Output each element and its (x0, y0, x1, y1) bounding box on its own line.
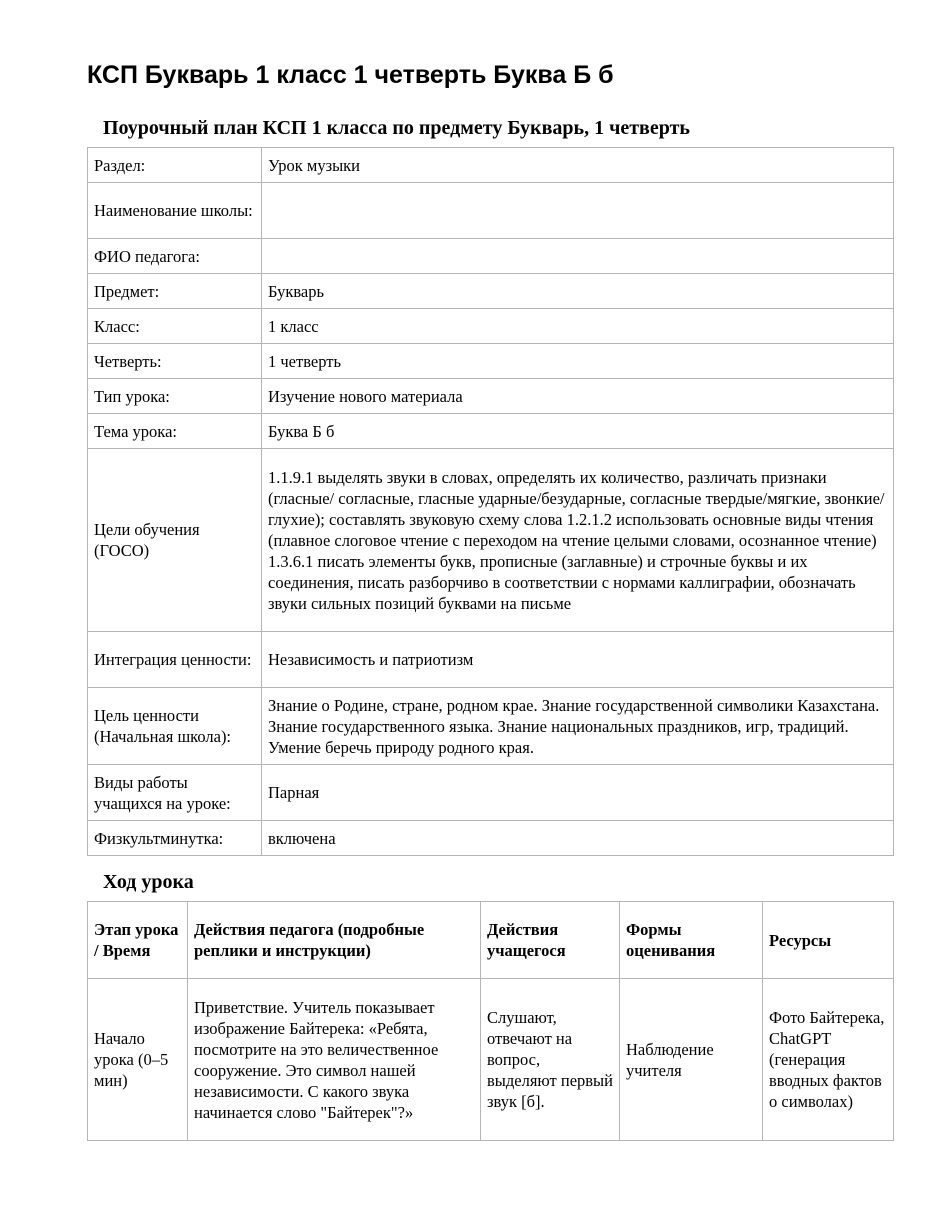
row-label: Класс: (88, 309, 262, 344)
document-title: КСП Букварь 1 класс 1 четверть Буква Б б (87, 61, 614, 89)
row-label: Цель ценности (Начальная школа): (88, 688, 262, 765)
table-row (88, 309, 894, 344)
row-label: Раздел: (88, 148, 262, 183)
row-value: Букварь (262, 274, 894, 309)
table-row (88, 449, 894, 632)
row-value: 1.1.9.1 выделять звуки в словах, определять их количество, различать признаки (гласные/ согласные, гласные ударные/безударные, согласные твердые/мягкие, звонкие/глухие); составлять звуковую схему слова 1.2.1.2 использовать основные виды чтения (плавное слоговое чтение с переходом на чтение целыми словами, осознанное чтение) 1.3.6.1 писать элементы букв, прописные (заглавные) и строчные буквы и их соединения, писать разборчиво в соответствии с нормами каллиграфии, обозначать звуки сильных позиций буквами на письме (262, 449, 894, 632)
column-header-teacher-actions: Действия педагога (подробные реплики и инструкции) (188, 902, 481, 979)
cell-assessment: Наблюдение учителя (620, 979, 763, 1141)
row-label: Четверть: (88, 344, 262, 379)
table-row (88, 239, 894, 274)
lesson-info-table (87, 147, 894, 856)
row-label: Физкультминутка: (88, 821, 262, 856)
table-header-row (88, 902, 894, 979)
row-value: Изучение нового материала (262, 379, 894, 414)
plan-heading: Поурочный план КСП 1 класса по предмету Букварь, 1 четверть (103, 117, 690, 139)
row-value: Знание о Родине, стране, родном крае. Знание государственной символики Казахстана. Знание государственного языка. Знание национальных праздников, игр, традиций. Умение беречь природу родного края. (262, 688, 894, 765)
column-header-resources: Ресурсы (763, 902, 894, 979)
row-label: Наименование школы: (88, 183, 262, 239)
row-value: 1 четверть (262, 344, 894, 379)
course-heading: Ход урока (103, 871, 194, 893)
column-header-student-actions: Действия учащегося (481, 902, 620, 979)
table-row (88, 183, 894, 239)
row-label: Тип урока: (88, 379, 262, 414)
row-label: Цели обучения (ГОСО) (88, 449, 262, 632)
row-value (262, 239, 894, 274)
table-row (88, 632, 894, 688)
table-row (88, 821, 894, 856)
cell-resources: Фото Байтерека, ChatGPT (генерация вводных фактов о символах) (763, 979, 894, 1141)
table-row (88, 148, 894, 183)
cell-student-actions: Слушают, отвечают на вопрос, выделяют первый звук [б]. (481, 979, 620, 1141)
lesson-course-table (87, 901, 894, 1141)
row-value: Буква Б б (262, 414, 894, 449)
row-label: ФИО педагога: (88, 239, 262, 274)
row-value: 1 класс (262, 309, 894, 344)
column-header-assessment: Формы оценивания (620, 902, 763, 979)
cell-teacher-actions: Приветствие. Учитель показывает изображение Байтерека: «Ребята, посмотрите на это величественное сооружение. Это символ нашей независимости. С какого звука начинается слово "Байтерек"?» (188, 979, 481, 1141)
table-row (88, 414, 894, 449)
table-row (88, 979, 894, 1141)
row-label: Предмет: (88, 274, 262, 309)
row-value: Парная (262, 765, 894, 821)
cell-stage: Начало урока (0–5 мин) (88, 979, 188, 1141)
row-label: Тема урока: (88, 414, 262, 449)
table-row (88, 379, 894, 414)
row-value: Урок музыки (262, 148, 894, 183)
table-row (88, 274, 894, 309)
row-value: Независимость и патриотизм (262, 632, 894, 688)
row-label: Интеграция ценности: (88, 632, 262, 688)
row-value: включена (262, 821, 894, 856)
table-row (88, 344, 894, 379)
table-row (88, 688, 894, 765)
row-label: Виды работы учащихся на уроке: (88, 765, 262, 821)
column-header-stage: Этап урока / Время (88, 902, 188, 979)
table-row (88, 765, 894, 821)
row-value (262, 183, 894, 239)
